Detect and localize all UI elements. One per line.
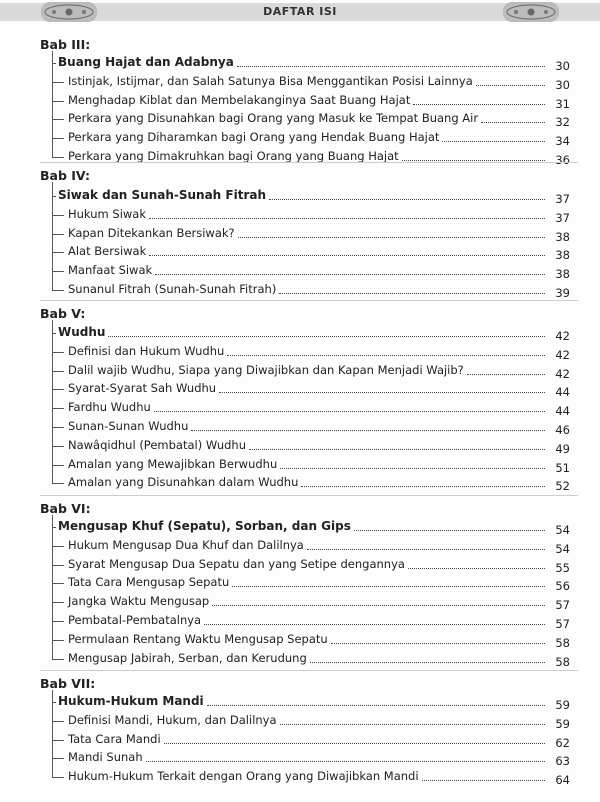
tree-connector xyxy=(52,565,64,566)
tree-connector xyxy=(52,119,64,120)
toc-entry[interactable] xyxy=(0,109,600,128)
tree-connector xyxy=(52,408,64,409)
tree-connector xyxy=(52,352,64,353)
entry-label: Nawâqidhul (Pembatal) Wudhu xyxy=(68,437,246,452)
toc-entry[interactable] xyxy=(0,91,600,110)
leader-dots xyxy=(164,743,545,744)
tree-line xyxy=(52,515,53,659)
chapter-label: Bab IV: xyxy=(40,168,91,183)
tree-connector xyxy=(52,371,64,372)
entry-label: Amalan yang Mewajibkan Berwudhu xyxy=(68,456,278,471)
leader-dots xyxy=(237,66,545,67)
chapter-title-row[interactable] xyxy=(0,53,600,72)
leader-dots xyxy=(149,255,545,256)
toc-entry[interactable] xyxy=(0,649,600,668)
toc-entry[interactable] xyxy=(0,748,600,767)
entry-label: Pembatal-Pembatalnya xyxy=(68,613,202,627)
chapter-label: Bab VII: xyxy=(40,676,96,691)
tree-connector xyxy=(52,427,64,428)
tree-line xyxy=(52,51,53,157)
leader-dots xyxy=(227,355,545,356)
tree-connector xyxy=(52,721,64,722)
page-number: 52 xyxy=(555,479,570,494)
page-number: 30 xyxy=(555,59,570,73)
entry-label: Fardhu Wudhu xyxy=(68,400,151,415)
toc-entry[interactable] xyxy=(0,361,600,380)
leader-dots xyxy=(413,104,545,105)
toc-entry[interactable] xyxy=(0,611,600,630)
tree-line xyxy=(52,182,53,290)
page-number: 58 xyxy=(555,654,570,669)
chapter-title: Siwak dan Sunah-Sunah Fitrah xyxy=(58,188,267,202)
leader-dots xyxy=(155,274,545,275)
page-number: 57 xyxy=(555,598,570,613)
page-number: 36 xyxy=(555,153,570,167)
tree-connector xyxy=(52,740,64,741)
entry-label: Manfaat Siwak xyxy=(68,263,153,278)
chapter-title-row[interactable] xyxy=(0,517,600,536)
leader-dots xyxy=(219,392,545,393)
tree-connector xyxy=(52,621,64,622)
tree-connector xyxy=(52,546,64,547)
toc-entry[interactable] xyxy=(0,767,600,786)
tree-connector xyxy=(52,483,64,484)
entry-label: Perkara yang Diharamkan bagi Orang yang Hendak Buang Hajat xyxy=(68,130,440,145)
tree-connector xyxy=(52,252,64,253)
tree-connector xyxy=(52,101,64,102)
chapter-title-row[interactable] xyxy=(0,692,600,711)
leader-dots xyxy=(310,662,545,663)
tree-line xyxy=(52,320,53,483)
page-number: 59 xyxy=(555,716,570,731)
toc-entry[interactable] xyxy=(0,147,600,166)
entry-label: Menghadap Kiblat dan Membelakanginya Saat Buang Hajat xyxy=(68,92,411,107)
tree-connector xyxy=(52,758,64,759)
toc-entry[interactable] xyxy=(0,536,600,555)
page-number: 37 xyxy=(555,192,570,206)
leader-dots xyxy=(249,449,545,450)
tree-connector xyxy=(52,640,64,641)
page-number: 58 xyxy=(555,635,570,650)
toc-entry[interactable] xyxy=(0,379,600,398)
page-number: 62 xyxy=(555,735,570,750)
toc-entry[interactable] xyxy=(0,473,600,492)
tree-connector xyxy=(52,234,64,235)
toc-entry[interactable] xyxy=(0,730,600,749)
page-number: 64 xyxy=(555,773,570,788)
chapter-label: Bab V: xyxy=(40,306,86,321)
leader-dots xyxy=(238,237,545,238)
tree-connector xyxy=(52,215,64,216)
entry-label: Istinjak, Istijmar, dan Salah Satunya Bisa Menggantikan Posisi Lainnya xyxy=(68,73,473,88)
leader-dots xyxy=(402,160,545,161)
page-number: 51 xyxy=(555,460,570,475)
leader-dots xyxy=(354,530,545,531)
entry-label: Hukum-Hukum Terkait dengan Orang yang Diwajibkan Mandi xyxy=(68,769,419,784)
toc-entry[interactable] xyxy=(0,205,600,224)
tree-connector xyxy=(52,465,64,466)
page-number: 31 xyxy=(555,96,570,111)
entry-label: Syarat-Syarat Sah Wudhu xyxy=(68,381,217,396)
page-number: 57 xyxy=(555,617,570,631)
tree-connector xyxy=(52,602,64,603)
entry-label: Permulaan Rentang Waktu Mengusap Sepatu xyxy=(68,631,328,646)
entry-label: Sunanul Fitrah (Sunah-Sunah Fitrah) xyxy=(68,282,277,296)
tree-connector xyxy=(52,389,64,390)
entry-label: Tata Cara Mengusap Sepatu xyxy=(68,575,230,590)
leader-dots xyxy=(280,724,545,725)
entry-label: Mengusap Jabirah, Serban, dan Kerudung xyxy=(68,650,307,665)
leader-dots xyxy=(232,586,545,587)
page-title: DAFTAR ISI xyxy=(263,5,337,18)
page-number: 44 xyxy=(555,404,570,419)
leader-dots xyxy=(301,486,545,487)
tree-connector xyxy=(52,138,64,139)
toc-entry[interactable] xyxy=(0,280,600,299)
chapter-title-row[interactable] xyxy=(0,186,600,205)
chapter-label: Bab III: xyxy=(40,37,91,52)
toc-entry[interactable] xyxy=(0,630,600,649)
toc-entry[interactable] xyxy=(0,398,600,417)
toc-entry[interactable] xyxy=(0,417,600,436)
chapter-label: Bab VI: xyxy=(40,501,91,516)
toc-entry[interactable] xyxy=(0,242,600,261)
toc-entry[interactable] xyxy=(0,436,600,455)
entry-label: Jangka Waktu Mengusap xyxy=(68,594,210,609)
entry-label: Hukum Mengusap Dua Khuf dan Dalilnya xyxy=(68,537,304,552)
entry-label: Kapan Ditekankan Bersiwak? xyxy=(68,225,235,240)
leader-dots xyxy=(280,468,545,469)
page-number: 59 xyxy=(555,698,570,712)
section-divider xyxy=(40,495,578,496)
tree-connector xyxy=(52,777,64,778)
leader-dots xyxy=(467,374,545,375)
leader-dots xyxy=(422,780,545,781)
leader-dots xyxy=(442,141,545,142)
entry-label: Amalan yang Disunahkan dalam Wudhu xyxy=(68,475,299,490)
entry-label: Hukum Siwak xyxy=(68,206,146,221)
leader-dots xyxy=(149,218,545,219)
tree-connector xyxy=(52,583,64,584)
leader-dots xyxy=(279,293,545,294)
page-number: 37 xyxy=(555,210,570,225)
tree-line xyxy=(52,690,53,777)
page-number: 38 xyxy=(555,248,570,263)
entry-label: Definisi Mandi, Hukum, dan Dalilnya xyxy=(68,712,277,727)
page-number: 56 xyxy=(555,579,570,594)
leader-dots xyxy=(269,199,545,200)
entry-label: Mandi Sunah xyxy=(68,750,143,765)
page-number: 30 xyxy=(555,77,570,92)
page-number: 42 xyxy=(555,347,570,362)
entry-label: Tata Cara Mandi xyxy=(68,731,161,746)
entry-label: Definisi dan Hukum Wudhu xyxy=(68,343,225,358)
toc-entry[interactable] xyxy=(0,711,600,730)
page-number: 55 xyxy=(555,560,570,575)
entry-label: Perkara yang Disunahkan bagi Orang yang Masuk ke Tempat Buang Air xyxy=(68,111,479,126)
chapter-title: Wudhu xyxy=(58,325,106,339)
chapter-title: Buang Hajat dan Adabnya xyxy=(58,55,234,69)
leader-dots xyxy=(408,568,545,569)
entry-label: Sunan-Sunan Wudhu xyxy=(68,419,189,433)
page-number: 54 xyxy=(555,523,570,537)
page-number: 32 xyxy=(555,115,570,130)
section-divider xyxy=(40,300,578,301)
page-number: 46 xyxy=(555,423,570,437)
tree-connector xyxy=(52,82,64,83)
page-number: 49 xyxy=(555,441,570,456)
page-number: 44 xyxy=(555,385,570,400)
page-number: 38 xyxy=(555,267,570,282)
chapter-title: Hukum-Hukum Mandi xyxy=(58,694,204,708)
section-divider xyxy=(40,162,578,163)
leader-dots xyxy=(146,761,545,762)
tree-connector xyxy=(52,157,64,158)
tree-connector xyxy=(52,271,64,272)
leader-dots xyxy=(154,411,545,412)
page-number: 42 xyxy=(555,366,570,381)
tree-connector xyxy=(52,659,64,660)
toc-entry[interactable] xyxy=(0,128,600,147)
leader-dots xyxy=(212,605,545,606)
entry-label: Perkara yang Dimakruhkan bagi Orang yang Buang Hajat xyxy=(68,149,399,163)
leader-dots xyxy=(207,705,545,706)
entry-label: Dalil wajib Wudhu, Siapa yang Diwajibkan dan Kapan Menjadi Wajib? xyxy=(68,362,464,377)
page-number: 63 xyxy=(555,754,570,769)
page-number: 39 xyxy=(555,286,570,300)
toc-entry[interactable] xyxy=(0,224,600,243)
section-divider xyxy=(40,670,578,671)
leader-dots xyxy=(108,336,545,337)
toc-entry[interactable] xyxy=(0,342,600,361)
leader-dots xyxy=(476,85,545,86)
toc-entry[interactable] xyxy=(0,573,600,592)
toc-entry[interactable] xyxy=(0,72,600,91)
toc-entry[interactable] xyxy=(0,261,600,280)
page-number: 38 xyxy=(555,229,570,244)
leader-dots xyxy=(204,624,545,625)
entry-label: Alat Bersiwak xyxy=(68,244,147,259)
toc-entry[interactable] xyxy=(0,455,600,474)
chapter-title-row[interactable] xyxy=(0,323,600,342)
tree-connector xyxy=(52,446,64,447)
page-number: 34 xyxy=(555,134,570,149)
toc-entry[interactable] xyxy=(0,555,600,574)
chapter-title: Mengusap Khuf (Sepatu), Sorban, dan Gips xyxy=(58,519,351,533)
leader-dots xyxy=(191,430,545,431)
page-number: 42 xyxy=(555,329,570,343)
leader-dots xyxy=(481,122,545,123)
leader-dots xyxy=(307,549,545,550)
entry-label: Syarat Mengusap Dua Sepatu dan yang Setipe dengannya xyxy=(68,556,405,571)
tree-connector xyxy=(52,290,64,291)
page-number: 54 xyxy=(555,541,570,556)
toc-entry[interactable] xyxy=(0,592,600,611)
leader-dots xyxy=(331,643,545,644)
